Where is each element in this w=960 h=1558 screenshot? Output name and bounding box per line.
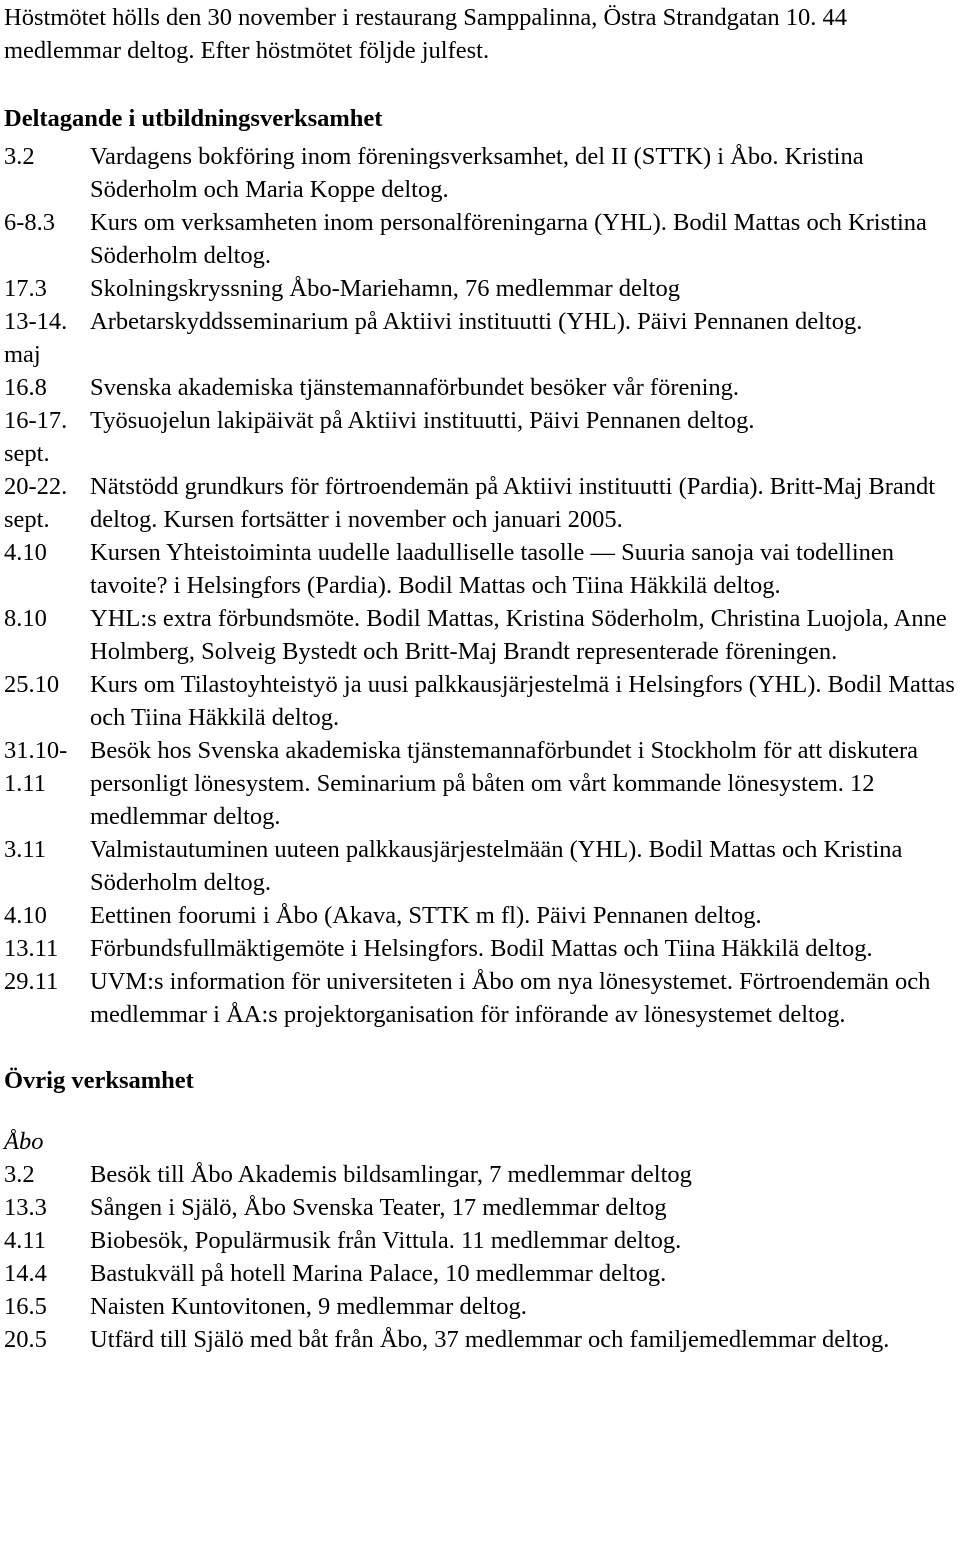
list-item [4,140,956,206]
entry-text: UVM:s information för universiteten i Åbo om nya lönesystemet. Förtroendemän och medlemmar i ÅA:s projektorganisation för införande av lönesystemet deltog. [90,968,931,1028]
entry-date: 20.5 [4,1326,47,1353]
entry-date: 3.2 [4,143,35,170]
entry-date: 13-14. maj [4,308,68,368]
list-item [4,1257,956,1290]
entry-date: 4.10 [4,539,47,566]
list-item [4,1158,956,1191]
list-item [4,965,956,1031]
entry-text: Sången i Själö, Åbo Svenska Teater, 17 medlemmar deltog [90,1194,667,1221]
entry-date: 4.10 [4,902,47,929]
entry-text: Arbetarskyddsseminarium på Aktiivi instituutti (YHL). Päivi Pennanen deltog. [90,308,863,335]
entry-text: Eettinen foorumi i Åbo (Akava, STTK m fl). Päivi Pennanen deltog. [90,902,762,929]
entry-date: 3.2 [4,1161,35,1188]
entry-text: Valmistautuminen uuteen palkkausjärjestelmään (YHL). Bodil Mattas och Kristina Söderholm deltog. [90,836,903,896]
entry-date: 13.3 [4,1194,47,1221]
subheading-abo: Åbo [4,1128,44,1155]
list-item [4,833,956,899]
list-item [4,1224,956,1257]
list-item [4,206,956,272]
list-item [4,371,956,404]
entry-date: 25.10 [4,671,60,698]
list-item [4,734,956,833]
spacer [4,1031,956,1064]
section-heading-other-activities: Övrig verksamhet [4,1067,194,1094]
section-heading-education: Deltagande i utbildningsverksamhet [4,105,383,132]
list-item [4,470,956,536]
entry-date: 14.4 [4,1260,47,1287]
entry-text: YHL:s extra förbundsmöte. Bodil Mattas, Kristina Söderholm, Christina Luojola, Anne Holmberg, Solveig Bystedt och Britt-Maj Brandt representerade föreningen. [90,605,947,665]
entry-text: Förbundsfullmäktigemöte i Helsingfors. Bodil Mattas och Tiina Häkkilä deltog. [90,935,873,962]
entry-date: 16.8 [4,374,47,401]
entry-date: 17.3 [4,275,47,302]
entry-text: Naisten Kuntovitonen, 9 medlemmar deltog. [90,1293,527,1320]
list-item [4,899,956,932]
entry-date: 20-22. sept. [4,473,68,533]
entry-text: Svenska akademiska tjänstemannaförbundet besöker vår förening. [90,374,740,401]
entry-date: 8.10 [4,605,47,632]
entry-date: 29.11 [4,968,59,995]
entry-date: 16-17. sept. [4,407,68,467]
entry-text: Kurs om verksamheten inom personalföreningarna (YHL). Bodil Mattas och Kristina Söderholm deltog. [90,209,927,269]
list-item [4,404,956,470]
entry-text: Besök till Åbo Akademis bildsamlingar, 7 medlemmar deltog [90,1161,692,1188]
list-item [4,932,956,965]
entry-date: 16.5 [4,1293,47,1320]
entry-text: Bastukväll på hotell Marina Palace, 10 medlemmar deltog. [90,1260,667,1287]
entry-text: Nätstödd grundkurs för förtroendemän på Aktiivi instituutti (Pardia). Britt-Maj Brandt deltog. Kursen fortsätter i november och januari 2005. [90,473,936,533]
entry-text: Vardagens bokföring inom föreningsverksamhet, del II (STTK) i Åbo. Kristina Söderholm och Maria Koppe deltog. [90,143,864,203]
list-item [4,272,956,305]
list-item [4,1290,956,1323]
other-activities-entry-list [4,1158,956,1356]
entry-date: 13.11 [4,935,59,962]
entry-text: Biobesök, Populärmusik från Vittula. 11 medlemmar deltog. [90,1227,682,1254]
entry-date: 6-8.3 [4,209,56,236]
list-item [4,536,956,602]
document-page [4,0,956,1356]
list-item [4,602,956,668]
entry-text: Utfärd till Själö med båt från Åbo, 37 medlemmar och familjemedlemmar deltog. [90,1326,890,1353]
list-item [4,1323,956,1356]
spacer [4,67,956,102]
spacer [4,1097,956,1125]
education-entry-list [4,140,956,1031]
intro-paragraph: Höstmötet hölls den 30 november i restaurang Samppalinna, Östra Strandgatan 10. 44 medlemmar deltog. Efter höstmötet följde julfest. [4,4,848,64]
entry-text: Työsuojelun lakipäivät på Aktiivi instituutti, Päivi Pennanen deltog. [90,407,755,434]
list-item [4,668,956,734]
entry-text: Skolningskryssning Åbo-Mariehamn, 76 medlemmar deltog [90,275,680,302]
list-item [4,1191,956,1224]
entry-date: 3.11 [4,836,46,863]
entry-text: Kursen Yhteistoiminta uudelle laadulliselle tasolle — Suuria sanoja vai todellinen tavoite? i Helsingfors (Pardia). Bodil Mattas och Tiina Häkkilä deltog. [90,539,895,599]
entry-date: 4.11 [4,1227,46,1254]
list-item [4,305,956,371]
entry-date: 31.10- 1.11 [4,737,68,797]
entry-text: Kurs om Tilastoyhteistyö ja uusi palkkausjärjestelmä i Helsingfors (YHL). Bodil Mattas och Tiina Häkkilä deltog. [90,671,955,731]
entry-text: Besök hos Svenska akademiska tjänstemannaförbundet i Stockholm för att diskutera personligt lönesystem. Seminarium på båten om vårt kommande lönesystem. 12 medlemmar deltog. [90,737,919,830]
